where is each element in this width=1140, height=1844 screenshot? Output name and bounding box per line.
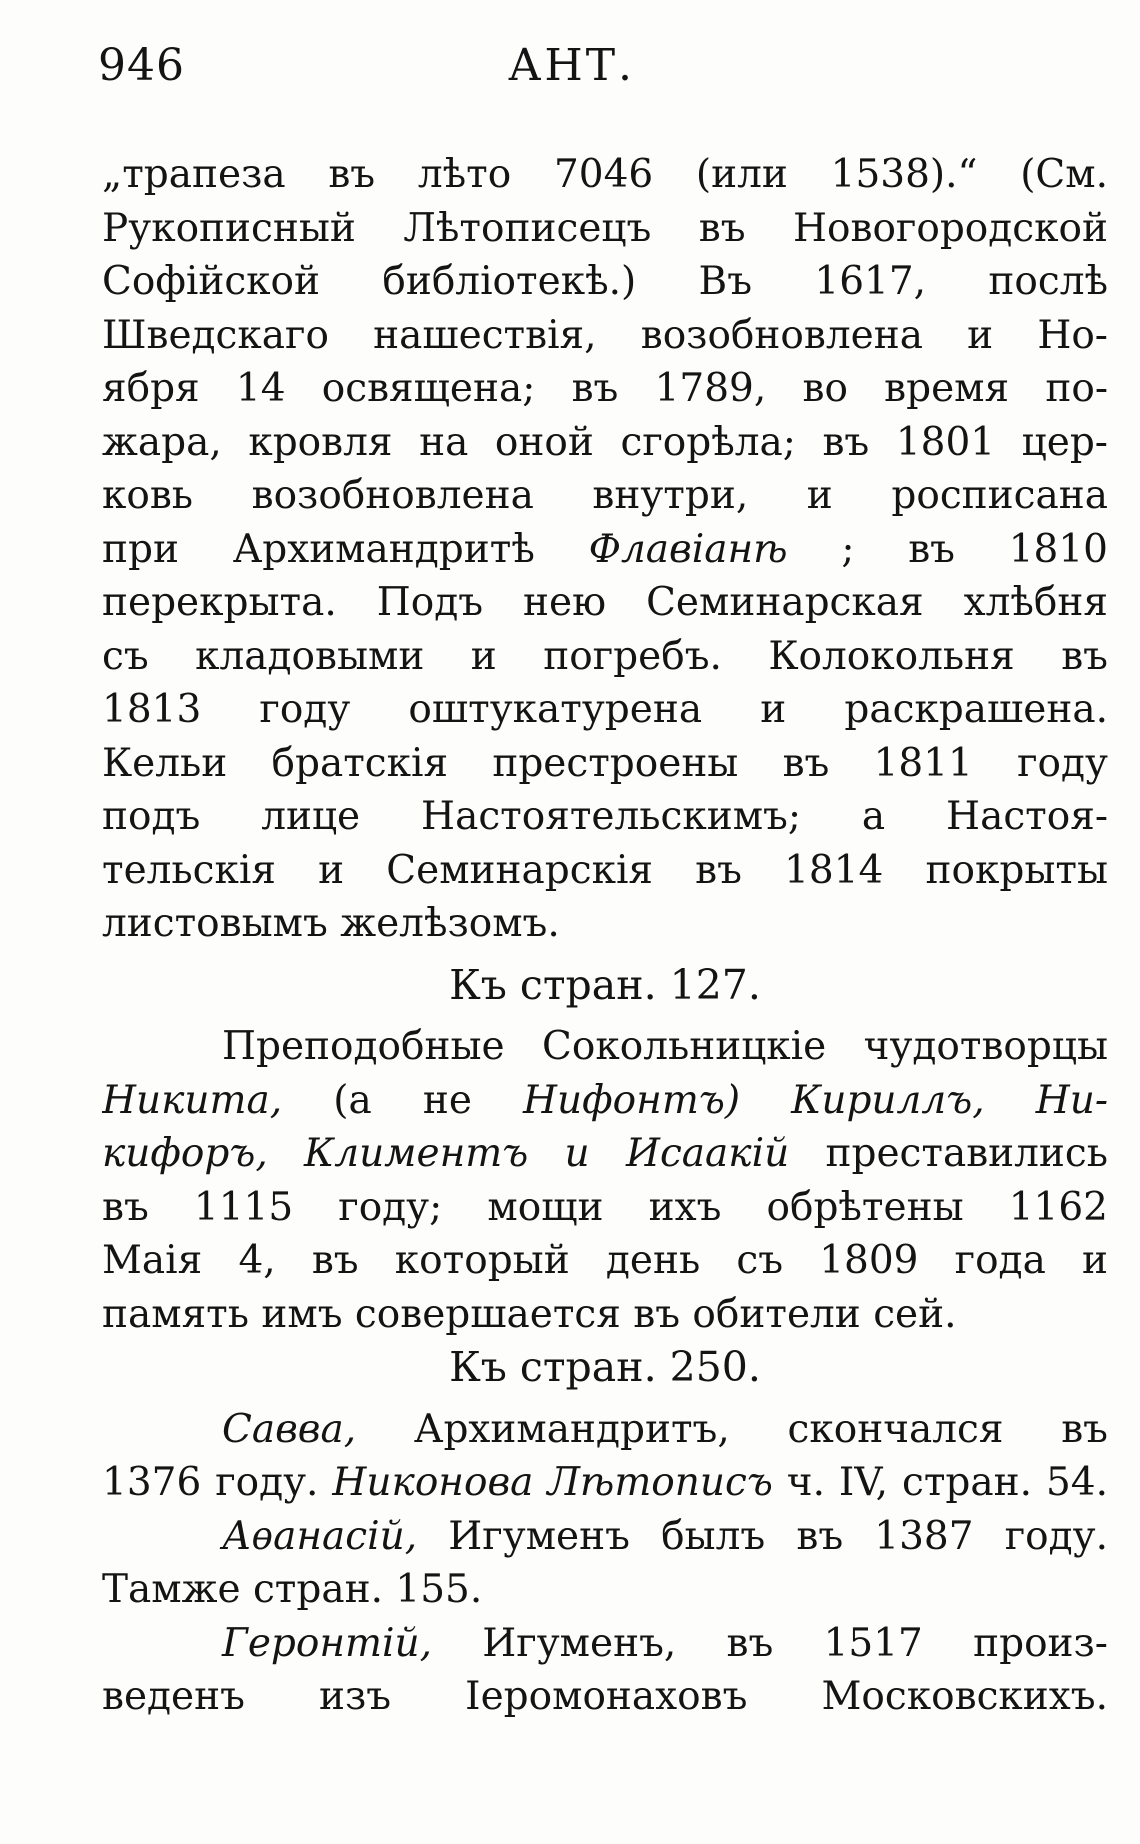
text-run: Игуменъ былъ въ 1387 году.	[448, 1513, 1108, 1559]
italic-source: Никонова Лѣтописъ	[332, 1460, 773, 1505]
text-line: ября 14 освящена; въ 1789, во время по-	[102, 366, 1108, 411]
text-line: тельскія и Семинарскія въ 1814 покрыты	[102, 847, 1108, 893]
text-run: ч. IV, стран. 54.	[786, 1460, 1108, 1505]
text-line	[102, 1456, 1108, 1510]
italic-name: Кириллъ,	[791, 1077, 985, 1123]
section-heading: Къ стран. 127.	[449, 960, 761, 1009]
text-line	[102, 1403, 1108, 1457]
text-line	[102, 1127, 1108, 1181]
text-run: Игуменъ, въ 1517 произ-	[482, 1620, 1108, 1666]
text-line: Тамже стран. 155.	[102, 1567, 483, 1612]
text-line: подъ лице Настоятельскимъ; а Настоя-	[102, 794, 1108, 839]
text-run: преставились	[825, 1131, 1108, 1176]
text-line: веденъ изъ Іеромонаховъ Московскихъ.	[102, 1674, 1108, 1719]
text-line: 1813 году оштукатурена и раскрашена.	[102, 687, 1108, 732]
italic-name: Ни-	[1035, 1077, 1108, 1123]
text-line: перекрыта. Подъ нею Семинарская хлѣбня	[102, 580, 1108, 625]
text-line: „трапеза въ лѣто 7046 (или 1538).“ (См.	[102, 152, 1108, 197]
text-line	[102, 1510, 1108, 1564]
running-title: АНТ.	[508, 40, 636, 91]
italic-name: Аѳанасій,	[222, 1513, 418, 1559]
italic-name: Геронтій,	[222, 1620, 433, 1666]
text-line	[102, 1617, 1108, 1671]
paragraph-church-history	[102, 148, 1108, 951]
page-number: 946	[98, 40, 185, 91]
text-line: Шведскаго нашествія, возобновлена и Но-	[102, 312, 1108, 358]
text-line: память имъ совершается въ обители сей.	[102, 1291, 957, 1337]
text-line: листовымъ желѣзомъ.	[102, 901, 560, 946]
text-line: Кельи братскія престроены въ 1811 году	[102, 740, 1108, 786]
text-line	[102, 1074, 1108, 1128]
page-body	[102, 148, 1108, 1724]
section-heading: Къ стран. 250.	[449, 1343, 761, 1391]
running-head	[98, 40, 1108, 100]
text-line: въ 1115 году; мощи ихъ обрѣтены 1162	[102, 1184, 1108, 1230]
italic-name: кифоръ, Климентъ и Исаакій	[102, 1131, 790, 1176]
text-line: Софійской библіотекѣ.) Въ 1617, послѣ	[102, 259, 1108, 304]
text-run: ; въ 1810	[841, 526, 1108, 572]
italic-name: Никита,	[102, 1077, 283, 1123]
text-run: (а не	[333, 1077, 472, 1123]
text-line: ковь возобновлена внутри, и росписана	[102, 473, 1108, 518]
italic-name: Флавіанѣ	[588, 526, 788, 572]
text-line: съ кладовыми и погребъ. Колокольня въ	[102, 633, 1108, 679]
italic-name: Савва,	[222, 1406, 357, 1452]
paragraph-abbots	[102, 1403, 1108, 1724]
text-run: при Архимандритѣ	[102, 526, 535, 572]
paragraph-sokolnitsa-saints	[102, 1020, 1108, 1341]
text-line	[102, 523, 1108, 577]
text-line: Рукописный Лѣтописецъ въ Новогородской	[102, 205, 1108, 251]
italic-name: Нифонтъ)	[523, 1077, 741, 1123]
text-line: Преподобные Сокольницкіе чудотворцы	[222, 1024, 1108, 1069]
text-line: жара, кровля на оной сгорѣла; въ 1801 цер-	[102, 419, 1108, 465]
text-run: Архимандритъ, скончался въ	[413, 1406, 1108, 1452]
text-line: Маія 4, въ который день съ 1809 года и	[102, 1238, 1108, 1283]
text-run: 1376 году.	[102, 1460, 319, 1505]
